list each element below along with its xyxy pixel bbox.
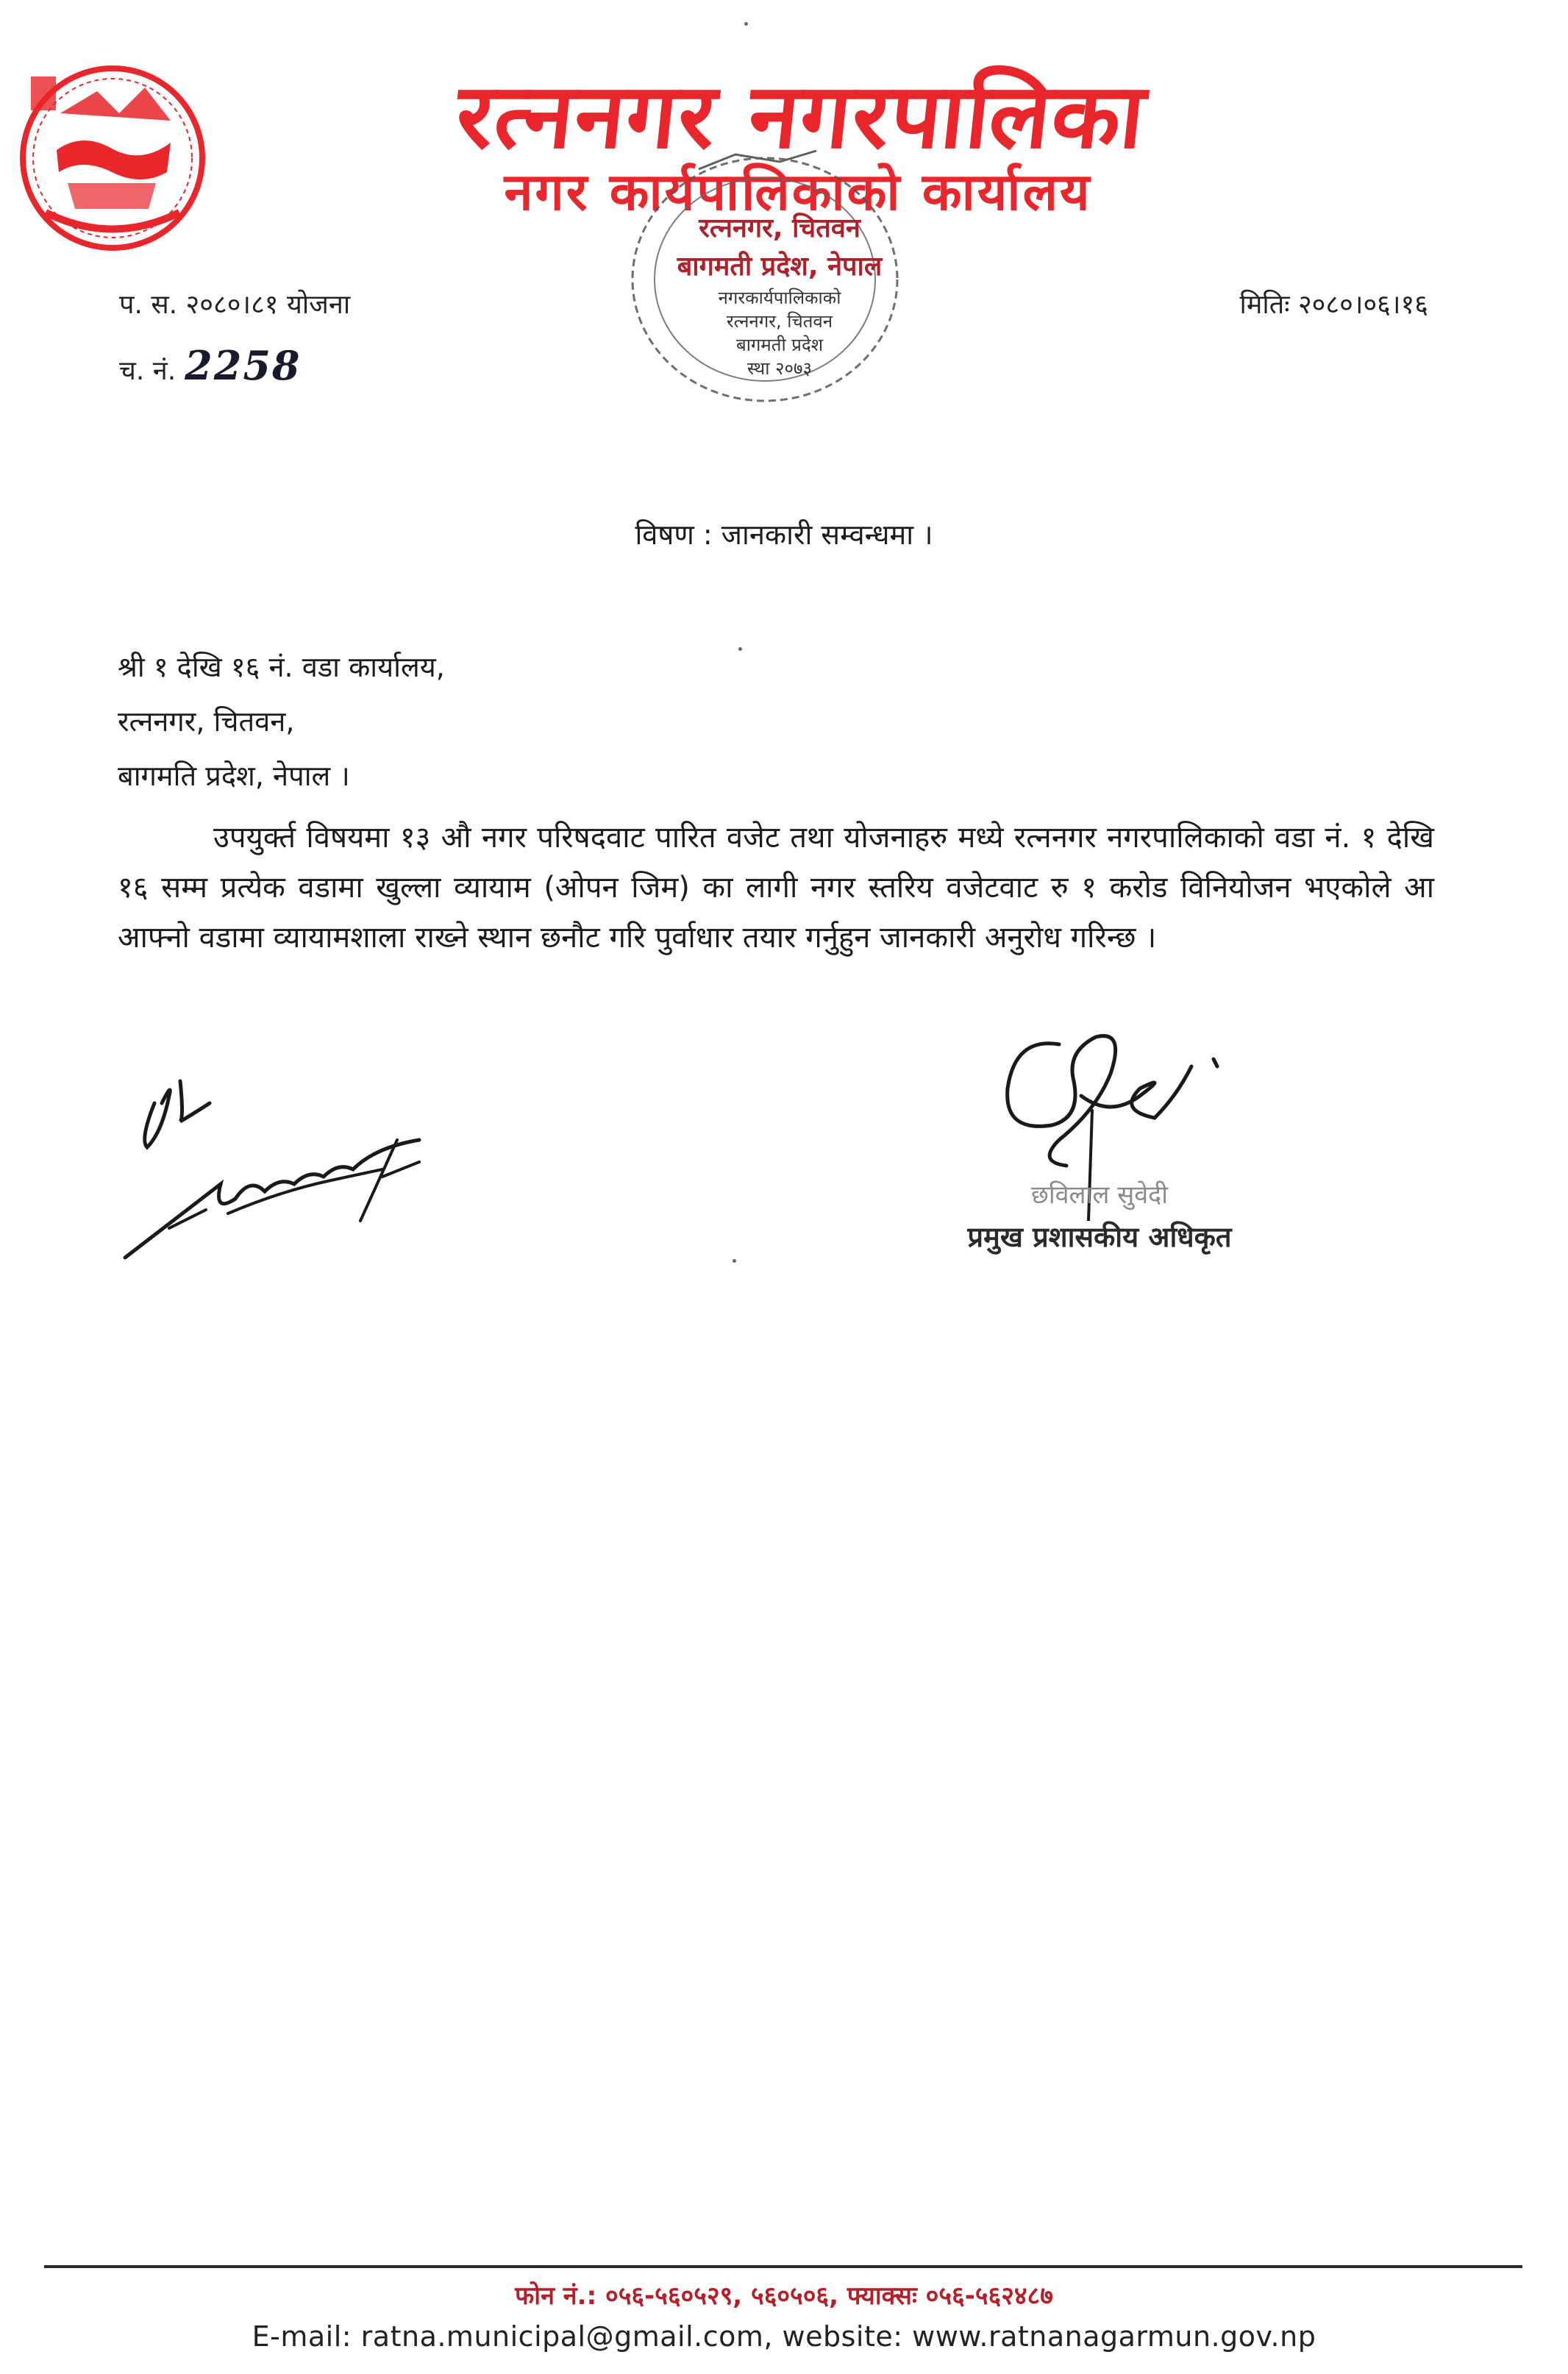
reference-number: प. स. २०८०।८१ योजना — [119, 290, 351, 320]
office-name: नगर कार्यपालिकाको कार्यालय — [504, 162, 1092, 222]
seal-inner-3: बागमती प्रदेश — [735, 335, 824, 355]
municipality-emblem-icon — [16, 62, 209, 254]
letter-body: उपयुर्क्त विषयमा १३ औ नगर परिषदवाट पारित वजेट तथा योजनाहरु मध्ये रत्ननगर नगरपालिकाको वडा नं. १ देखि १६ सम्म प्रत्येक वडामा खुल्ला व्यायाम (ओपन जिम) का लागी नगर स्तरिय वजेटवाट रु १ करोड विनियोजन भएकोले आ आफ्नो वडामा व्यायामशाला राख्ने स्थान छनौट गरि पुर्वाधार तयार गर्नुहुन जानकारी अनुरोध गरिन्छ । — [118, 821, 1434, 955]
footer-phone-fax: फोन नं.: ०५६-५६०५२९, ५६०५०६, फ्याक्सः ०५६-५६२४८७ — [515, 2281, 1053, 2311]
stray-mark — [744, 22, 748, 26]
seal-inner-4: स्था २०७३ — [747, 358, 812, 379]
subject-line: विषण : जानकारी सम्वन्धमा । — [635, 518, 933, 551]
addressee-block — [118, 640, 445, 803]
seal-inner-1: नगरकार्यपालिकाको — [718, 288, 841, 308]
seal-line-1: रत्ननगर, चितवन — [699, 213, 860, 243]
stray-mark — [733, 1259, 736, 1263]
signatory-name: छविलाल सुवेदी — [1030, 1180, 1168, 1210]
dispatch-number: 2258 — [185, 342, 302, 389]
footer-email-website: E-mail: ratna.municipal@gmail.com, website: www.ratnanagarmun.gov.np — [252, 2320, 1316, 2353]
seal-text — [632, 210, 927, 380]
addressee-line-3: बागमति प्रदेश, नेपाल । — [118, 760, 350, 792]
dispatch-label: च. नं. — [119, 356, 177, 386]
footer-divider — [44, 2265, 1522, 2268]
addressee-line-1: श्री १ देखि १६ नं. वडा कार्यालय, — [118, 651, 445, 683]
stray-mark — [738, 647, 742, 651]
seal-inner-2: रत्ननगर, चितवन — [726, 311, 833, 332]
left-signature-icon — [110, 1052, 507, 1287]
dispatch-row — [119, 342, 301, 389]
municipality-name: रत्ननगर नगरपालिका — [451, 64, 1152, 168]
addressee-line-2: रत्ननगर, चितवन, — [118, 705, 295, 738]
seal-line-2: बागमती प्रदेश, नेपाल — [677, 252, 883, 282]
signatory-title: प्रमुख प्रशासकीय अधिकृत — [967, 1221, 1232, 1253]
letter-date: मितिः २०८०।०६।१६ — [1239, 290, 1428, 320]
